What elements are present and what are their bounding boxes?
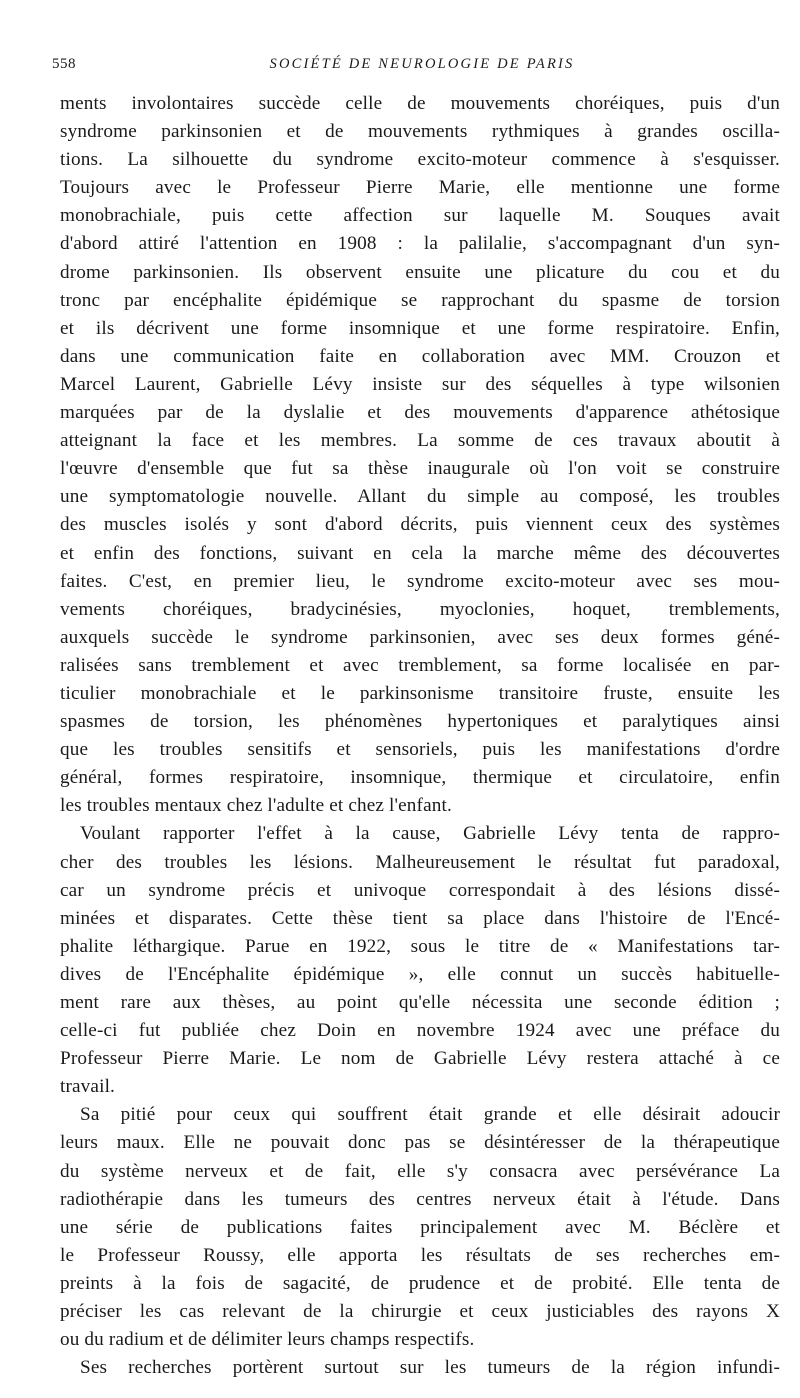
text-line: ments involontaires succède celle de mouvements choréiques, puis d'un — [60, 93, 780, 114]
text-line: ment rare aux thèses, au point qu'elle nécessita une seconde édition ; — [60, 992, 780, 1013]
text-line: une symptomatologie nouvelle. Allant du simple au composé, les troubles — [60, 486, 780, 508]
text-line: vements choréiques, bradycinésies, myoclonies, hoquet, tremblements, — [60, 598, 780, 620]
text-line: dives de l'Encéphalite épidémique », elle connut un succès habituelle- — [60, 963, 780, 985]
body-text — [60, 90, 780, 1382]
journal-title: SOCIÉTÉ DE NEUROLOGIE DE PARIS — [269, 56, 575, 72]
text-line: car un syndrome précis et univoque correspondait à des lésions dissé- — [60, 879, 780, 901]
text-line: faites. C'est, en premier lieu, le syndrome excito-moteur avec ses mou- — [60, 570, 780, 592]
text-line: radiothérapie dans les tumeurs des centres nerveux était à l'étude. Dans — [60, 1188, 780, 1210]
text-line: que les troubles sensitifs et sensoriels, puis les manifestations d'ordre — [60, 739, 780, 761]
text-line: drome parkinsonien. Ils observent ensuite une plicature du cou et du — [60, 261, 780, 283]
page-number: 558 — [52, 56, 76, 72]
text-line: celle-ci fut publiée chez Doin en novembre 1924 avec une préface du — [60, 1020, 780, 1042]
text-line: ticulier monobrachiale et le parkinsonisme transitoire fruste, ensuite les — [60, 682, 780, 704]
text-line: preints à la fois de sagacité, de prudence et de probité. Elle tenta de — [60, 1272, 780, 1294]
text-line: marquées par de la dyslalie et des mouvements d'apparence athétosique — [60, 402, 780, 424]
text-line: du système nerveux et de fait, elle s'y consacra avec persévérance La — [60, 1160, 780, 1182]
text-line: ralisées sans tremblement et avec tremblement, sa forme localisée en par- — [60, 654, 780, 676]
text-line: syndrome parkinsonien et de mouvements rythmiques à grandes oscilla- — [60, 121, 780, 143]
text-line: ou du radium et de délimiter leurs champs respectifs. — [60, 1329, 475, 1351]
text-line: tions. La silhouette du syndrome excito-moteur commence à s'esquisser. — [60, 149, 780, 171]
text-line: Sa pitié pour ceux qui souffrent était grande et elle désirait adoucir — [80, 1104, 780, 1126]
text-line: des muscles isolés y sont d'abord décrits, puis viennent ceux des systèmes — [60, 514, 780, 536]
text-line: travail. — [60, 1076, 116, 1098]
text-line: Voulant rapporter l'effet à la cause, Gabrielle Lévy tenta de rappro- — [80, 823, 780, 845]
text-line: l'œuvre d'ensemble que fut sa thèse inaugurale où l'on voit se construire — [60, 458, 780, 480]
text-line: phalite léthargique. Parue en 1922, sous le titre de « Manifestations tar- — [60, 935, 780, 957]
text-line: cher des troubles les lésions. Malheureusement le résultat fut paradoxal, — [60, 851, 780, 873]
text-line: Professeur Pierre Marie. Le nom de Gabrielle Lévy restera attaché à ce — [60, 1048, 780, 1070]
text-line: minées et disparates. Cette thèse tient sa place dans l'histoire de l'Encé- — [60, 907, 780, 929]
text-line: Marcel Laurent, Gabrielle Lévy insiste sur des séquelles à type wilsonien — [60, 373, 780, 395]
text-line: Ses recherches portèrent surtout sur les tumeurs de la région infundi- — [80, 1357, 780, 1379]
text-line: et ils décrivent une forme insomnique et une forme respiratoire. Enfin, — [60, 317, 780, 339]
text-line: dans une communication faite en collaboration avec MM. Crouzon et — [60, 345, 780, 367]
text-line: d'abord attiré l'attention en 1908 : la palilalie, s'accompagnant d'un syn- — [60, 233, 780, 255]
text-line: les troubles mentaux chez l'adulte et chez l'enfant. — [60, 795, 452, 817]
text-line: monobrachiale, puis cette affection sur laquelle M. Souques avait — [60, 205, 780, 227]
text-line: spasmes de torsion, les phénomènes hypertoniques et paralytiques ainsi — [60, 711, 780, 733]
text-line: auxquels succède le syndrome parkinsonien, avec ses deux formes géné- — [60, 626, 780, 648]
text-line: leurs maux. Elle ne pouvait donc pas se désintéresser de la thérapeutique — [60, 1132, 780, 1154]
running-head — [52, 56, 758, 80]
text-line: tronc par encéphalite épidémique se rapprochant du spasme de torsion — [60, 289, 780, 311]
text-line: le Professeur Roussy, elle apporta les résultats de ses recherches em- — [60, 1244, 780, 1266]
text-line: préciser les cas relevant de la chirurgie et ceux justiciables des rayons X — [60, 1301, 780, 1323]
text-line: et enfin des fonctions, suivant en cela la marche même des découvertes — [60, 542, 780, 564]
text-line: général, formes respiratoire, insomnique, thermique et circulatoire, enfin — [60, 767, 780, 789]
text-line: une série de publications faites principalement avec M. Béclère et — [60, 1216, 780, 1238]
text-line: atteignant la face et les membres. La somme de ces travaux aboutit à — [60, 430, 780, 452]
text-line: Toujours avec le Professeur Pierre Marie, elle mentionne une forme — [60, 177, 780, 199]
